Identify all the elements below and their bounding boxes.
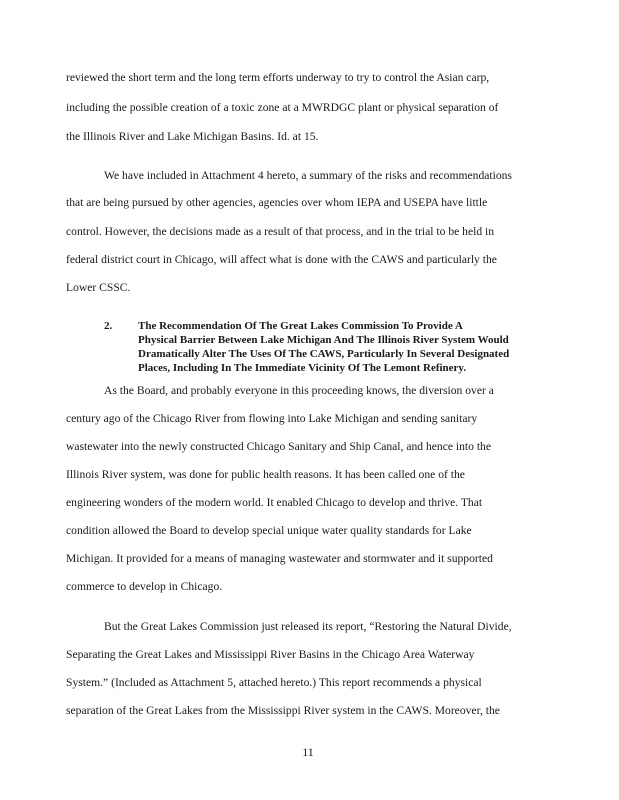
body-text-line: Illinois River system, was done for public health reasons. It has been called one of the — [66, 468, 465, 481]
section-heading-line: Places, Including In The Immediate Vicinity Of The Lemont Refinery. — [138, 362, 467, 374]
body-text-line: As the Board, and probably everyone in this proceeding knows, the diversion over a — [104, 384, 494, 397]
section-heading-line: Dramatically Alter The Uses Of The CAWS, Particularly In Several Designated — [138, 348, 510, 360]
section-heading-number: 2. — [104, 320, 113, 332]
body-text-line: separation of the Great Lakes from the Mississippi River system in the CAWS. Moreover, the — [66, 704, 500, 717]
body-text-line: commerce to develop in Chicago. — [66, 580, 223, 593]
section-heading-line: The Recommendation Of The Great Lakes Commission To Provide A — [138, 320, 463, 332]
body-text-line: System.” (Included as Attachment 5, attached hereto.) This report recommends a physical — [66, 676, 482, 689]
body-text-line: condition allowed the Board to develop special unique water quality standards for Lake — [66, 524, 472, 537]
body-text-line: Separating the Great Lakes and Mississippi River Basins in the Chicago Area Waterway — [66, 648, 475, 661]
body-text-line: engineering wonders of the modern world. It enabled Chicago to develop and thrive. That — [66, 496, 483, 509]
body-text-line: We have included in Attachment 4 hereto, a summary of the risks and recommendations — [104, 169, 512, 182]
body-text-line: Lower CSSC. — [66, 281, 131, 294]
body-text-line: that are being pursued by other agencies, agencies over whom IEPA and USEPA have little — [66, 196, 488, 209]
body-text-line: including the possible creation of a toxic zone at a MWRDGC plant or physical separation of — [66, 101, 499, 114]
body-text-line: federal district court in Chicago, will affect what is done with the CAWS and particularly the — [66, 253, 497, 266]
body-text-line: But the Great Lakes Commission just released its report, “Restoring the Natural Divide, — [104, 620, 512, 633]
body-text-line: reviewed the short term and the long term efforts underway to try to control the Asian carp, — [66, 71, 490, 84]
body-text-line: control. However, the decisions made as a result of that process, and in the trial to be held in — [66, 225, 495, 238]
section-heading-line: Physical Barrier Between Lake Michigan And The Illinois River System Would — [138, 334, 509, 346]
page-number: 11 — [302, 745, 314, 759]
body-text-line: wastewater into the newly constructed Chicago Sanitary and Ship Canal, and hence into the — [66, 440, 491, 453]
body-text-line: the Illinois River and Lake Michigan Basins. Id. at 15. — [66, 130, 319, 143]
body-text-line: Michigan. It provided for a means of managing wastewater and stormwater and it supported — [66, 552, 493, 565]
body-text-line: century ago of the Chicago River from flowing into Lake Michigan and sending sanitary — [66, 412, 478, 425]
